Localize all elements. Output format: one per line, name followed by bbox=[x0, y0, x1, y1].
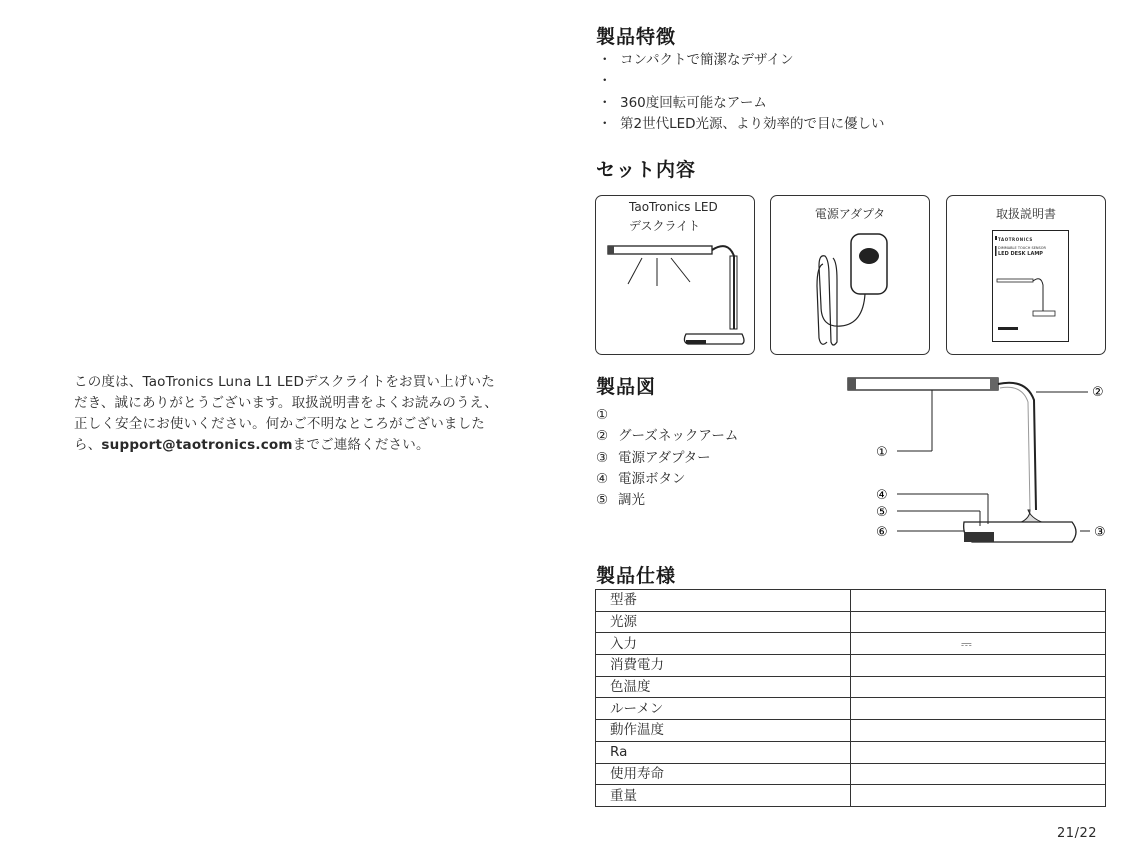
lamp-label-2: デスクライト bbox=[629, 219, 701, 233]
callout-5: ⑤ bbox=[876, 505, 888, 520]
intro-text: この度は、TaoTronics Luna L1 LEDデスクライトをお買い上げいただき、誠にありがとうございます。取扱説明書をよくお読みのうえ、正しく安全にお使いください。何かご不明なところがございましたら、 bbox=[74, 374, 498, 453]
bullet-mark: ・ bbox=[598, 52, 612, 68]
manual-cover bbox=[992, 230, 1069, 342]
part-item: ④ 電源ボタン bbox=[596, 470, 686, 487]
part-item: ② グーズネックアーム bbox=[596, 428, 739, 445]
manual-label: 取扱説明書 bbox=[995, 207, 1056, 221]
adapter-label: 電源アダプタ bbox=[814, 207, 886, 221]
lamp-illustration bbox=[596, 196, 754, 354]
intro-paragraph bbox=[74, 372, 504, 456]
features-title: 製品特徴 bbox=[596, 26, 677, 48]
diagram-title: 製品図 bbox=[596, 376, 657, 398]
callout-1: ① bbox=[876, 445, 888, 460]
table-row: 動作温度 bbox=[596, 720, 1106, 742]
manual-box bbox=[946, 195, 1106, 355]
feature-item: ・ 第2世代LED光源、より効率的で目に優しい bbox=[596, 114, 885, 135]
feature-item bbox=[596, 71, 885, 92]
lamp-diagram bbox=[840, 370, 1120, 550]
contents-title: セット内容 bbox=[596, 159, 697, 181]
intro-suffix: までご連絡ください。 bbox=[292, 437, 430, 453]
support-email[interactable]: support@taotronics.com bbox=[101, 437, 293, 453]
callout-6: ⑥ bbox=[876, 525, 888, 540]
manual-line-1: DIMMABLE TOUCH SENSOR bbox=[998, 246, 1046, 250]
manual-line-2: LED DESK LAMP bbox=[998, 251, 1043, 257]
manual-brand: TAOTRONICS bbox=[998, 237, 1033, 242]
table-row: 色温度 bbox=[596, 676, 1106, 698]
part-item: ⑤ 調光 bbox=[596, 492, 645, 509]
page-number: 21/22 bbox=[1057, 826, 1097, 841]
callout-4: ④ bbox=[876, 488, 888, 503]
lamp-box bbox=[595, 195, 755, 355]
callout-2: ② bbox=[1092, 385, 1104, 400]
table-row: Ra bbox=[596, 741, 1106, 763]
table-row: 入力 ⎓ bbox=[596, 633, 1106, 655]
table-row: ルーメン bbox=[596, 698, 1106, 720]
adapter-illustration bbox=[771, 196, 929, 354]
specs-title: 製品仕様 bbox=[596, 565, 677, 587]
callout-3: ③ bbox=[1094, 525, 1106, 540]
feature-item: ・ コンパクトで簡潔なデザイン bbox=[596, 50, 885, 71]
features-list bbox=[596, 50, 885, 135]
bullet-mark: ・ bbox=[598, 115, 612, 132]
lamp-label-1: TaoTronics LED bbox=[629, 200, 718, 214]
part-item: ① bbox=[596, 407, 609, 423]
table-row: 光源 bbox=[596, 611, 1106, 633]
bullet-mark: ・ bbox=[598, 73, 612, 90]
part-item: ③ 電源アダプター bbox=[596, 449, 711, 466]
specs-table bbox=[595, 589, 1106, 807]
table-row: 重量 bbox=[596, 785, 1106, 807]
manual-lamp-drawing bbox=[993, 231, 1070, 343]
feature-item: ・ 360度回転可能なアーム bbox=[596, 93, 885, 114]
adapter-box bbox=[770, 195, 930, 355]
bullet-mark: ・ bbox=[598, 94, 612, 111]
table-row: 消費電力 bbox=[596, 655, 1106, 677]
table-row: 使用寿命 bbox=[596, 763, 1106, 785]
parts-list bbox=[596, 405, 738, 511]
table-row: 型番 bbox=[596, 590, 1106, 612]
